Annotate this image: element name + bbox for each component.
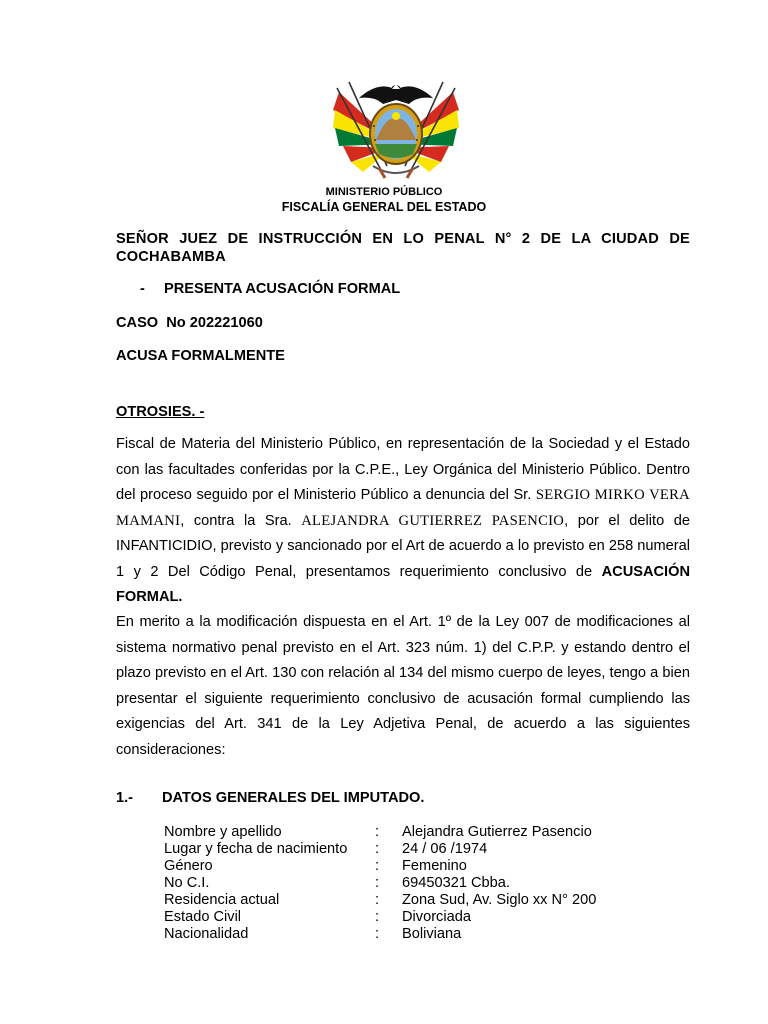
coat-of-arms-icon bbox=[329, 70, 463, 182]
row-separator: : bbox=[375, 909, 380, 925]
subject-bullet: - bbox=[140, 281, 145, 297]
section-1-title: DATOS GENERALES DEL IMPUTADO. bbox=[162, 790, 425, 806]
p1-text-a: Fiscal de Materia del Ministerio Público, en representación de la Sociedad y el Estado con las facultades conferidas por la C.P.E., Ley Orgánica del Ministerio Público. Dentro del proceso seguido por el Ministerio Público a denuncia del Sr. bbox=[116, 436, 690, 503]
office-name: FISCALÍA GENERAL DEL ESTADO bbox=[281, 200, 487, 214]
case-line bbox=[116, 315, 690, 331]
row-value: 69450321 Cbba. bbox=[402, 875, 510, 891]
paragraph-1 bbox=[116, 432, 690, 611]
row-separator: : bbox=[375, 926, 380, 942]
section-1-number: 1.- bbox=[116, 790, 134, 806]
row-label: Nacionalidad bbox=[164, 926, 249, 942]
row-label: Estado Civil bbox=[164, 909, 242, 925]
row-label: Nombre y apellido bbox=[164, 824, 282, 840]
section-1-heading bbox=[116, 790, 690, 806]
accused-name: ALEJANDRA GUTIERREZ PASENCIO bbox=[301, 512, 565, 529]
row-label: Residencia actual bbox=[164, 892, 280, 908]
row-value: Divorciada bbox=[402, 909, 471, 925]
row-label: No C.I. bbox=[164, 875, 210, 891]
row-value: Femenino bbox=[402, 858, 467, 874]
case-label: CASO No bbox=[116, 315, 186, 331]
addressee: SEÑOR JUEZ DE INSTRUCCIÓN EN LO PENAL N° 2 DE LA CIUDAD DE COCHABAMBA bbox=[116, 231, 690, 265]
row-separator: : bbox=[375, 858, 380, 874]
condor bbox=[359, 84, 433, 104]
subject-line bbox=[116, 281, 690, 297]
p1-text-c: , por el delito de INFANTICIDIO, previsto y sancionado por el Art de acuerdo a lo previsto en 258 numeral 1 y 2 Del Código Penal, presentamos requerimiento conclusivo de bbox=[116, 512, 690, 580]
row-value: Alejandra Gutierrez Pasencio bbox=[402, 824, 592, 840]
subject-text: PRESENTA ACUSACIÓN FORMAL bbox=[164, 281, 401, 297]
row-value: Boliviana bbox=[402, 926, 462, 942]
formal-accusation-emphasis: ACUSACIÓN FORMAL. bbox=[116, 563, 690, 605]
complainant-name: SERGIO MIRKO VERA MAMANI bbox=[116, 487, 690, 529]
row-label: Género bbox=[164, 858, 213, 874]
institution-name: MINISTERIO PÚBLICO bbox=[325, 186, 443, 198]
row-separator: : bbox=[375, 875, 380, 891]
row-value: Zona Sud, Av. Siglo xx N° 200 bbox=[402, 892, 597, 908]
row-label: Lugar y fecha de nacimiento bbox=[164, 841, 348, 857]
accuses-heading: ACUSA FORMALMENTE bbox=[116, 348, 285, 364]
paragraph-2: En merito a la modificación dispuesta en el Art. 1º de la Ley 007 de modificaciones al sistema normativo penal previsto en el Art. 323 núm. 1) del C.P.P. y estando dentro el plazo previsto en el Art. 130 con relación al 134 del mismo cuerpo de leyes, tengo a bien presentar el siguiente requerimiento conclusivo de acusación formal cumpliendo las exigencias del Art. 341 de la Ley Adjetiva Penal, de acuerdo a las siguientes consideraciones: bbox=[116, 614, 690, 758]
p1-text-b: , contra la Sra. bbox=[180, 512, 302, 529]
case-number: 202221060 bbox=[189, 315, 263, 331]
row-value: 24 / 06 /1974 bbox=[402, 841, 488, 857]
row-separator: : bbox=[375, 841, 380, 857]
row-separator: : bbox=[375, 892, 380, 908]
otrosies-heading: OTROSIES. - bbox=[116, 404, 205, 420]
row-separator: : bbox=[375, 824, 380, 840]
